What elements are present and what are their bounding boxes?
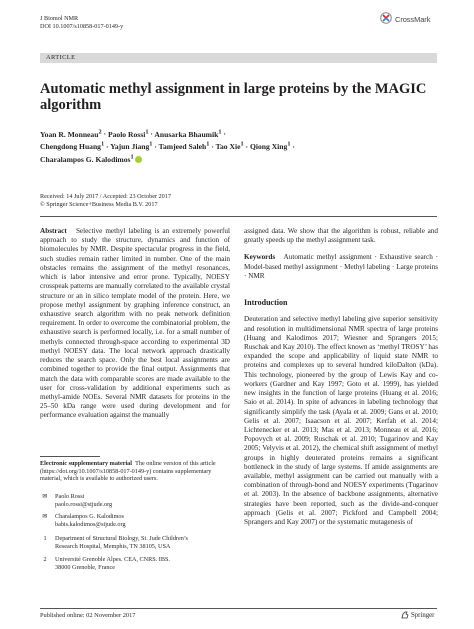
author: Tamjeed Saleh$^1$ (158, 140, 210, 152)
contact-name: Charalampos G. Kalodimos (55, 513, 124, 520)
affiliation-number: 1 (43, 535, 47, 542)
author: Charalampos G. Kalodimos$^1$ (40, 153, 134, 164)
author: Yoan R. Monneau$^2$ (40, 128, 102, 139)
envelope-icon: ✉ (42, 493, 48, 500)
contact-rossi (40, 493, 230, 508)
introduction-body: Deuteration and selective methyl labeling give superior sensitivity and resolution in multidimensional NMR spectra of large proteins (Huang and Kalodimos 2017; Wiesner and Sprangers 2015; Ruschak and Kay 2010). The effect known as ‘methyl TROSY’ has expanded the scope and applicability of liquid state NMR to proteins and complexes up to several hundred kiloDalton (kDa). This technology, pioneered by the group of Lewis Kay and co-workers (Gardner and Kay 1997; Goto et al. 1999), has yielded new insights in the function of large proteins (Huang et al. 2016; Saio et al. 2014). In spite of advances in labeling technology that significantly simplify the task (Ayala et al. 2009; Gans et al. 2010; Gelis et al. 2007; Isaacson et al. 2007; Kerfah et al. 2014; Lichtenecker et al. 2013; Mas et al. 2013; Monneau et al. 2016; Popovych et al. 2009; Ruschak et al. 2010; Tugarinov and Kay 2005; Velyvis et al. 2012), the chemical shift assignment of methyl groups in highly deuterated proteins remains a significant bottleneck in the study of large systems. If amide assignments are available, methyl assignment can be carried out manually with a combination of through-bond and NOESY experiments (Tugarinov et al. 2003). In the absence of backbone assignments, alternative strategies have been reported, such as the divide-and-conquer approach (Gelis et al. 2007; Pickford and Campbell 2004; Sprangers and Kay 2007) or the systematic mutagenesis of (244, 315, 438, 527)
springer-horse-icon (401, 611, 409, 619)
abstract-label: Abstract (40, 227, 67, 235)
journal-name: J Biomol NMR (40, 15, 79, 22)
author-list: Yoan R. Monneau$^2$ · Paolo Rossi$^1$ · Anusarka Bhaumik$^1$ · Chengdong Huang$^1$ · Yajun Jiang$^1$ · Tamjeed Saleh$^1$ · Tao Xie$^1$ · Qiong Xing$^1$ · Charalampos G. Kalodimos$^1$ (40, 128, 295, 164)
affiliation-2: 2 Université Grenoble Alpes. CEA, CNRS. IBS. 38000 Grenoble, France (40, 556, 230, 571)
keywords-text: Automatic methyl assignment · Exhaustive search · Model-based methyl assignment · Methyl labeling · Large proteins · NMR (244, 253, 438, 280)
esm-label: Electronic supplementary material (40, 460, 132, 467)
author: Yajun Jiang$^1$ (110, 140, 153, 152)
publication-dates (40, 193, 171, 209)
contact-name: Paolo Rossi (55, 493, 85, 500)
contact-email[interactable]: babis.kalodimos@stjude.org (55, 520, 126, 528)
keywords (244, 253, 438, 281)
abstract (40, 227, 230, 421)
introduction-heading: Introduction (244, 298, 288, 308)
received-accepted-line: Received: 14 July 2017 / Accepted: 23 October 2017 (40, 193, 171, 200)
author: Tao Xie$^1$ (215, 140, 244, 152)
author: Qiong Xing$^1$ (249, 140, 291, 152)
copyright-line: © Springer Science+Business Media B.V. 2017 (40, 201, 158, 208)
crossmark-badge[interactable] (380, 12, 442, 26)
article-type-label: ARTICLE (46, 54, 76, 61)
doi: DOI 10.1007/s10858-017-0149-y (40, 23, 124, 30)
affiliation-1: 1 Department of Structural Biology, St. Jude Children’s Research Hospital, Memphis, TN 38105, USA (40, 535, 230, 550)
publisher-name: Springer (411, 611, 435, 619)
abstract-body: Selective methyl labeling is an extremely powerful approach to study the structure, dynamics and function of biomolecules by NMR. Despite spectacular progress in the field, such studies remain rather limited in number. One of the main obstacles remains the assignment of the methyl resonances, which is labor intensive and error prone. Typically, NOESY crosspeak patterns are manually correlated to the available crystal structure or an in silico template model of the protein. Here, we propose methyl assignment by graphing inference construct, an exhaustive search algorithm with no peak network definition requirement. In order to overcome the combinatorial problem, the exhaustive search is performed locally, i.e. for a small number of methyls connected through-space according to experimental 3D methyl NOESY data. The local network approach drastically reduces the search space. Only the best local assignments are combined together to provide the final output. Assignments that match the data with comparable scores are made available to the user for cross-validation by additional experiments such as methyl-amide NOEs. Several NMR datasets for proteins in the 25–50 kDa range were used during development and for performance evaluation against the manually (40, 227, 231, 420)
paper-title: Automatic methyl assignment in large proteins by the MAGIC algorithm (40, 81, 427, 113)
supplementary-material-note: Electronic supplementary material The online version of this article (https://doi.org/10.1007/s10858-017-0149-y) contains supplementary material, which is available to authorized users. (40, 460, 216, 483)
header-divider (40, 216, 437, 217)
abstract-continuation: assigned data. We show that the algorithm is robust, reliable and greatly speeds up the methyl assignment task. (244, 227, 438, 245)
orcid-icon[interactable] (135, 156, 142, 163)
author: Paolo Rossi$^1$ (107, 128, 149, 139)
article-type-bar (40, 53, 437, 63)
right-column (244, 227, 438, 527)
envelope-icon: ✉ (42, 513, 48, 520)
affiliation-number: 2 (43, 556, 47, 563)
keywords-label: Keywords (244, 253, 276, 262)
published-online: Published online: 02 November 2017 (40, 612, 136, 619)
crossmark-icon (380, 12, 392, 26)
footnote-divider (40, 456, 100, 457)
publisher-logo (401, 611, 434, 619)
author: Anusarka Bhaumik$^1$ (154, 128, 222, 139)
contact-email[interactable]: paolo.rossi@stjude.org (55, 500, 113, 508)
crossmark-label: CrossMark (395, 14, 431, 24)
footer-divider (40, 608, 437, 609)
esm-doi-link[interactable]: https://doi.org/10.1007/s10858-017-0149-y (42, 467, 150, 475)
author: Chengdong Huang$^1$ (40, 140, 105, 152)
contact-kalodimos (40, 513, 230, 528)
